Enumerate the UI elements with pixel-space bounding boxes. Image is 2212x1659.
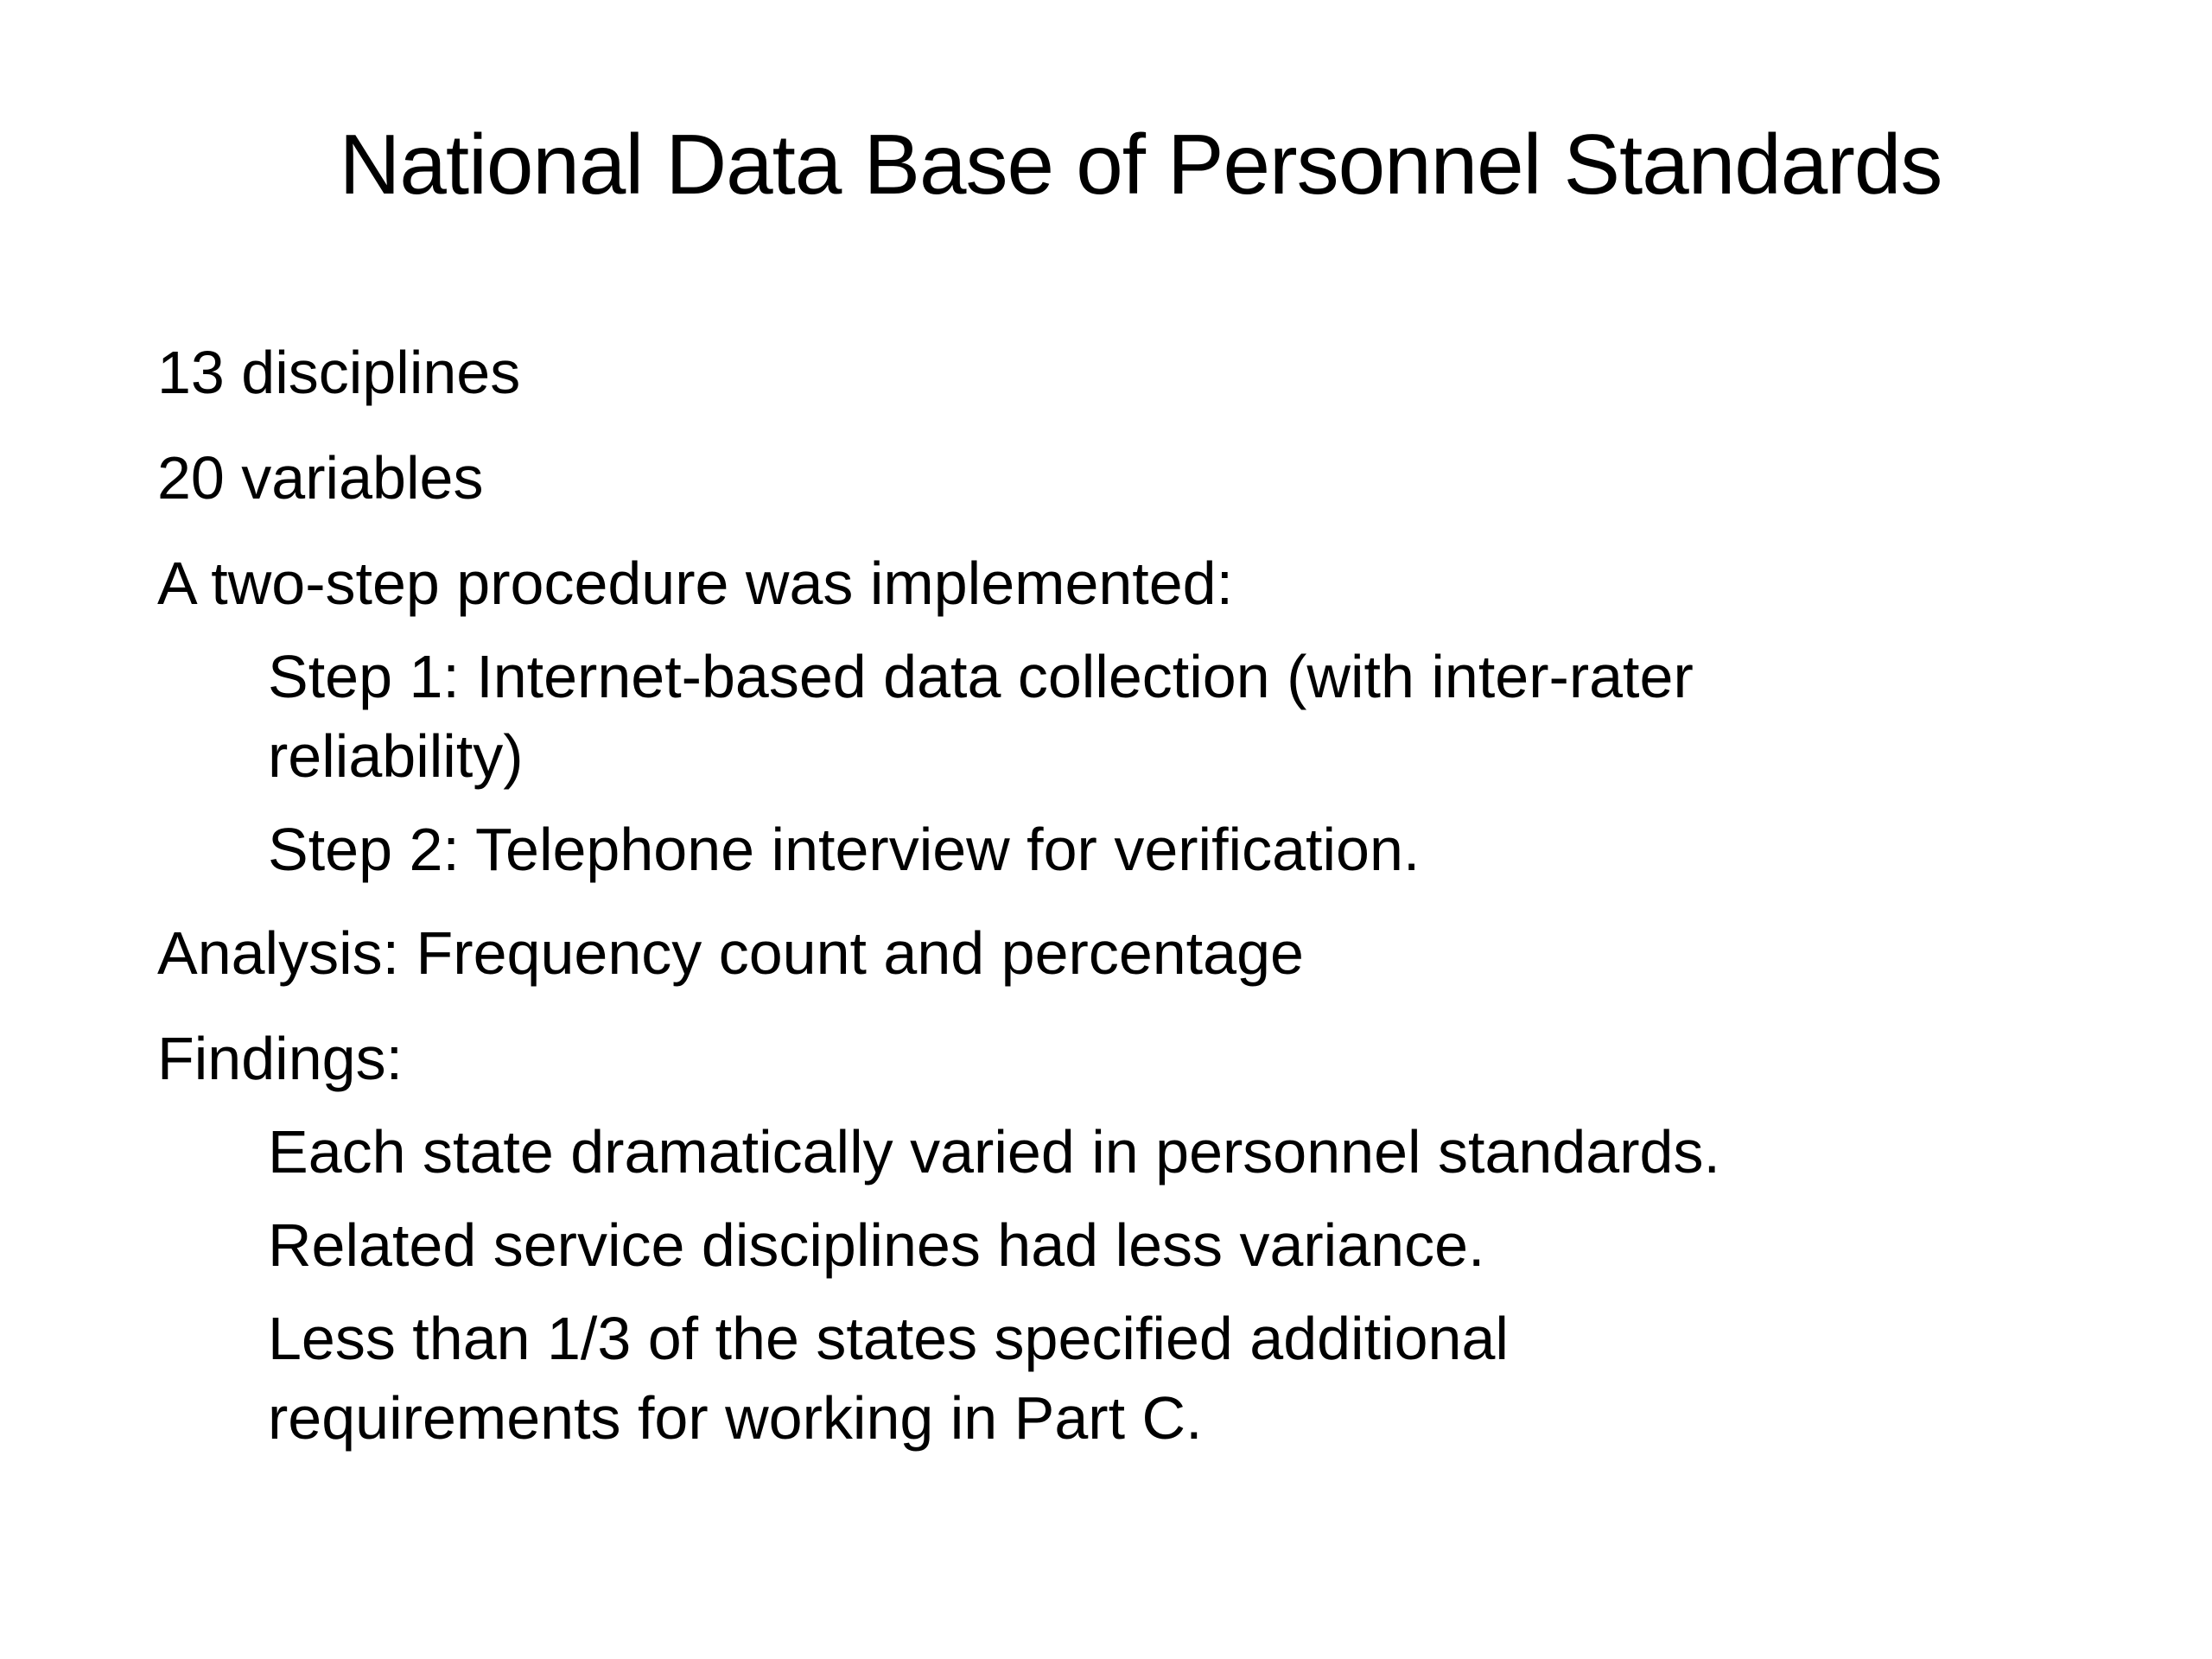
sub-bullet-step-2: Step 2: Telephone interview for verification. (268, 816, 1421, 883)
sub-bullet-finding-3 (268, 1299, 1996, 1458)
bullet-procedure: A two-step procedure was implemented: (157, 550, 1234, 617)
sub-bullet-step-1-line-1: Step 1: Internet-based data collection (with inter-rater (268, 643, 1694, 710)
sub-bullet-finding-1: Each state dramatically varied in personnel standards. (268, 1118, 1720, 1185)
bullet-variables: 20 variables (157, 444, 484, 512)
slide-title: National Data Base of Personnel Standards (339, 117, 1942, 212)
sub-bullet-finding-3-line-1: Less than 1/3 of the states specified additional (268, 1305, 1509, 1372)
sub-bullet-step-1-line-2: reliability) (268, 722, 524, 790)
sub-bullet-step-1 (268, 637, 1996, 796)
bullet-findings: Findings: (157, 1025, 404, 1092)
bullet-disciplines: 13 disciplines (157, 339, 521, 406)
sub-bullet-finding-2: Related service disciplines had less variance. (268, 1211, 1485, 1279)
sub-bullet-finding-3-line-2: requirements for working in Part C. (268, 1384, 1203, 1452)
bullet-analysis: Analysis: Frequency count and percentage (157, 919, 1304, 987)
